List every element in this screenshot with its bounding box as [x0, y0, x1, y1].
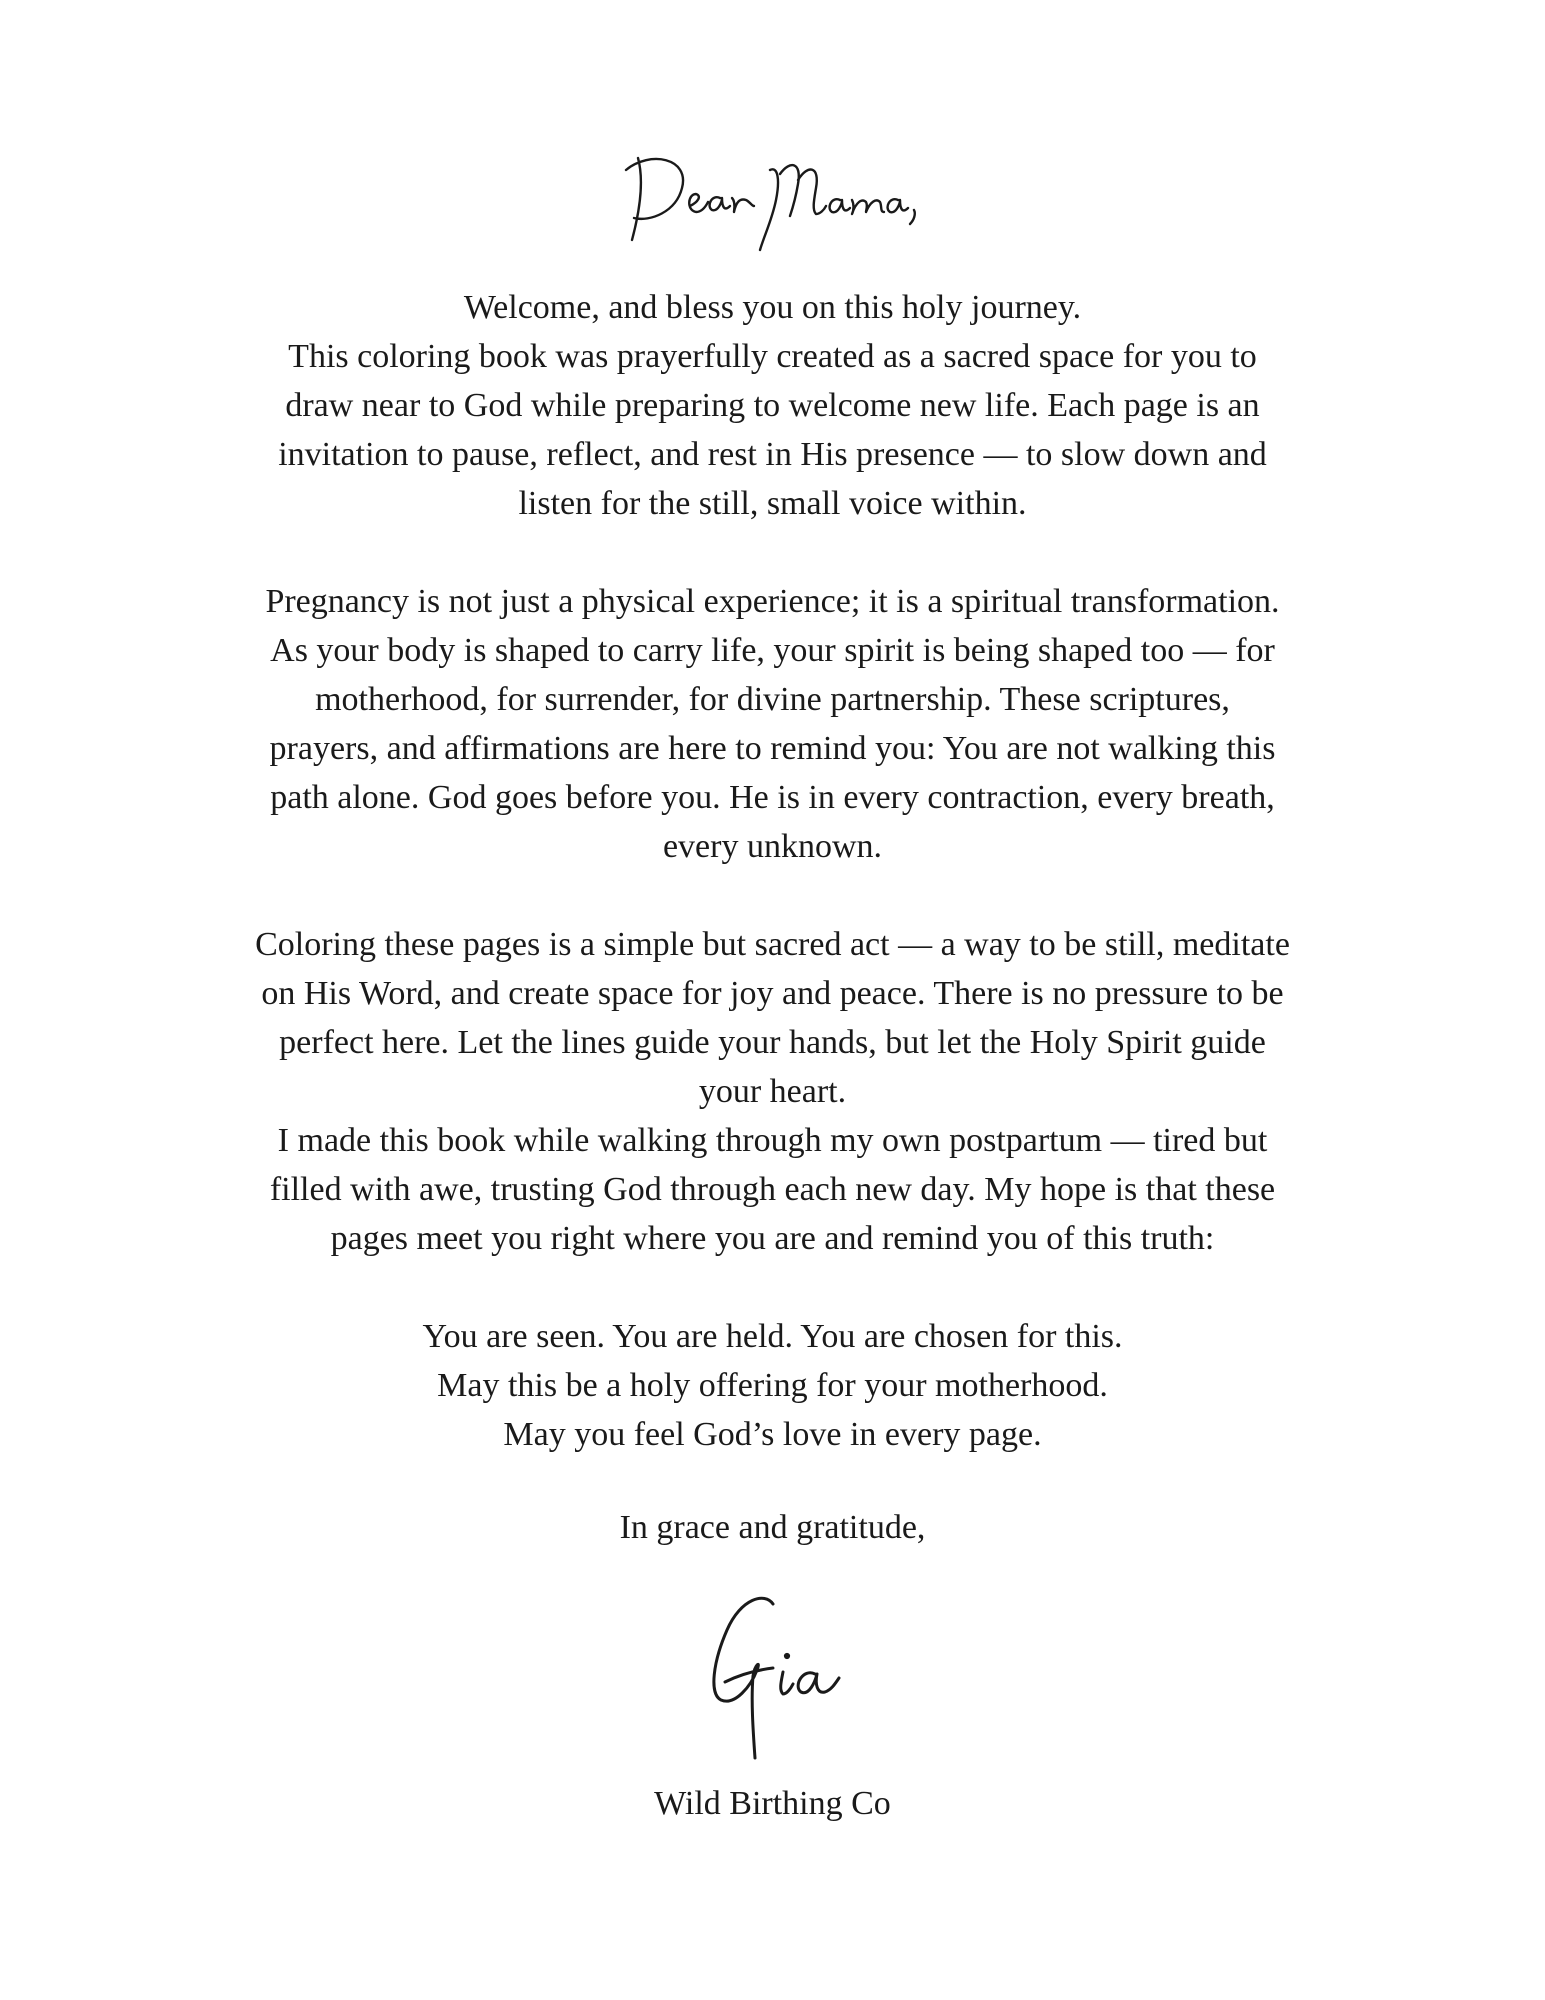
letter-body — [150, 283, 1395, 1459]
paragraph-line: Pregnancy is not just a physical experience; it is a spiritual transformation. — [265, 583, 1280, 620]
paragraph-line: This coloring book was prayerfully created as a sacred space for you to — [288, 338, 1257, 375]
paragraph-gap — [150, 1263, 1395, 1312]
greeting-script — [620, 140, 920, 260]
paragraph-gap — [150, 528, 1395, 577]
paragraph-line: filled with awe, trusting God through each new day. My hope is that these — [269, 1171, 1276, 1208]
paragraph-line: May you feel God’s love in every page. — [503, 1416, 1042, 1453]
signature-handwriting-icon — [695, 1590, 875, 1765]
paragraph-line: prayers, and affirmations are here to remind you: You are not walking this — [269, 730, 1276, 767]
company-name: Wild Birthing Co — [654, 1785, 891, 1822]
paragraph-line: your heart. — [698, 1073, 847, 1110]
paragraph-line: draw near to God while preparing to welcome new life. Each page is an — [285, 387, 1260, 424]
paragraph-line: As your body is shaped to carry life, your spirit is being shaped too — for — [270, 632, 1275, 669]
paragraph-line: listen for the still, small voice within. — [518, 485, 1027, 522]
paragraph-gap — [150, 871, 1395, 920]
paragraph-line: on His Word, and create space for joy and peace. There is no pressure to be — [261, 975, 1284, 1012]
greeting-handwriting-icon — [620, 140, 920, 260]
paragraph-line: perfect here. Let the lines guide your hands, but let the Holy Spirit guide — [279, 1024, 1266, 1061]
paragraph-line: every unknown. — [662, 828, 883, 865]
paragraph-line: You are seen. You are held. You are chosen for this. — [422, 1318, 1123, 1355]
paragraph-line: Coloring these pages is a simple but sacred act — a way to be still, meditate — [255, 926, 1290, 963]
paragraph-line: motherhood, for surrender, for divine partnership. These scriptures, — [315, 681, 1230, 718]
paragraph-line: path alone. God goes before you. He is in every contraction, every breath, — [270, 779, 1275, 816]
paragraph-line: Welcome, and bless you on this holy journey. — [463, 289, 1082, 326]
paragraph-line: May this be a holy offering for your motherhood. — [437, 1367, 1108, 1404]
paragraph-line: I made this book while walking through my own postpartum — tired but — [277, 1122, 1268, 1159]
closing-line: In grace and gratitude, — [619, 1509, 926, 1546]
paragraph-line: invitation to pause, reflect, and rest in His presence — to slow down and — [278, 436, 1267, 473]
paragraph-line: pages meet you right where you are and remind you of this truth: — [330, 1220, 1215, 1257]
signature — [695, 1590, 875, 1765]
